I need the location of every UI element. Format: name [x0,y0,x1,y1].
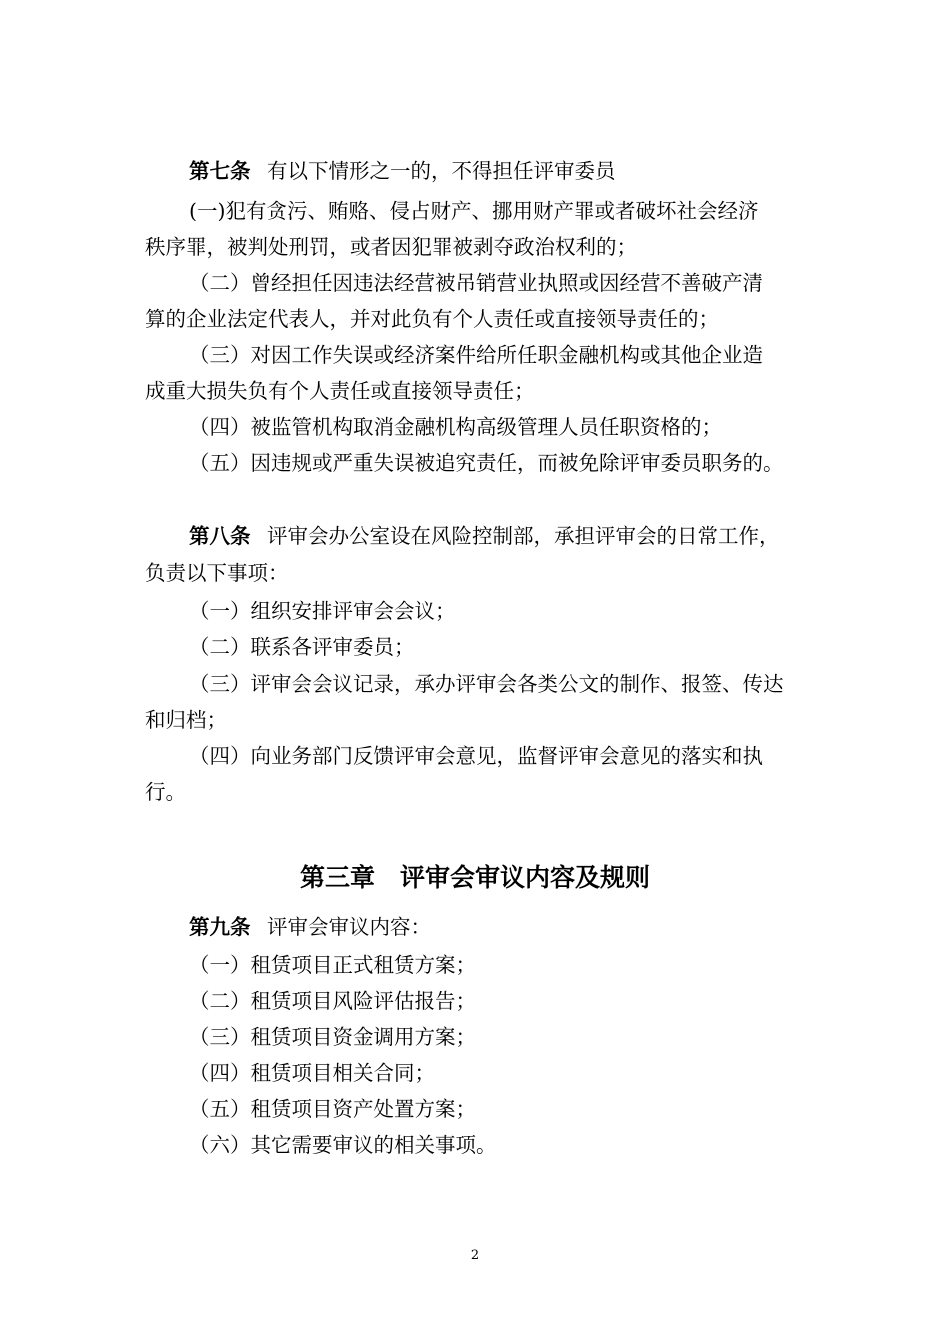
article-9-heading-line [189,913,431,941]
article-9-heading: 第九条 [189,915,251,939]
article-7-heading-line [189,157,616,185]
article-7-item: （三）对因工作失误或经济案件给所任职金融机构或其他企业造 [189,343,763,367]
article-9-item: （六）其它需要审议的相关事项。 [189,1133,497,1157]
article-9-item: （五）租赁项目资产处置方案； [189,1097,476,1121]
article-7-item: 算的企业法定代表人，并对此负有个人责任或直接领导责任的； [145,307,719,331]
article-9-item: （三）租赁项目资金调用方案； [189,1025,476,1049]
article-9-item: （一）租赁项目正式租赁方案； [189,953,476,977]
article-9-item: （四）租赁项目相关合同； [189,1061,435,1085]
chapter-title: 第三章 评审会审议内容及规则 [299,863,650,892]
article-7-item: （四）被监管机构取消金融机构高级管理人员任职资格的； [189,415,722,439]
article-7-intro: 有以下情形之一的，不得担任评审委员 [267,159,616,183]
article-7-heading: 第七条 [189,159,251,183]
article-9-intro: 评审会审议内容： [267,915,432,939]
article-8-intro-cont: 负责以下事项： [145,561,289,585]
article-7-item: （二）曾经担任因违法经营被吊销营业执照或因经营不善破产清 [189,271,763,295]
article-8-item: 和归档； [145,708,227,732]
article-7-item: （五）因违规或严重失误被追究责任，而被免除评审委员职务的。 [189,451,784,475]
article-8-item: （一）组织安排评审会会议； [189,599,456,623]
article-8-item: （三）评审会会议记录，承办评审会各类公文的制作、报签、传达 [189,672,784,696]
article-8-item: （四）向业务部门反馈评审会意见，监督评审会意见的落实和执 [189,744,763,768]
article-8-item: （二）联系各评审委员； [189,635,415,659]
article-9-item: （二）租赁项目风险评估报告； [189,989,476,1013]
page-number: 2 [470,1248,480,1263]
article-8-item: 行。 [145,780,186,804]
article-8-heading: 第八条 [189,524,251,548]
article-7-item: 成重大损失负有个人责任或直接领导责任； [145,379,535,403]
article-8-heading-line [189,522,780,550]
article-7-item: (一)犯有贪污、贿赂、侵占财产、挪用财产罪或者破坏社会经济 [189,199,759,223]
article-8-intro: 评审会办公室设在风险控制部，承担评审会的日常工作， [267,524,780,548]
article-7-item: 秩序罪，被判处刑罚，或者因犯罪被剥夺政治权利的； [145,235,637,259]
